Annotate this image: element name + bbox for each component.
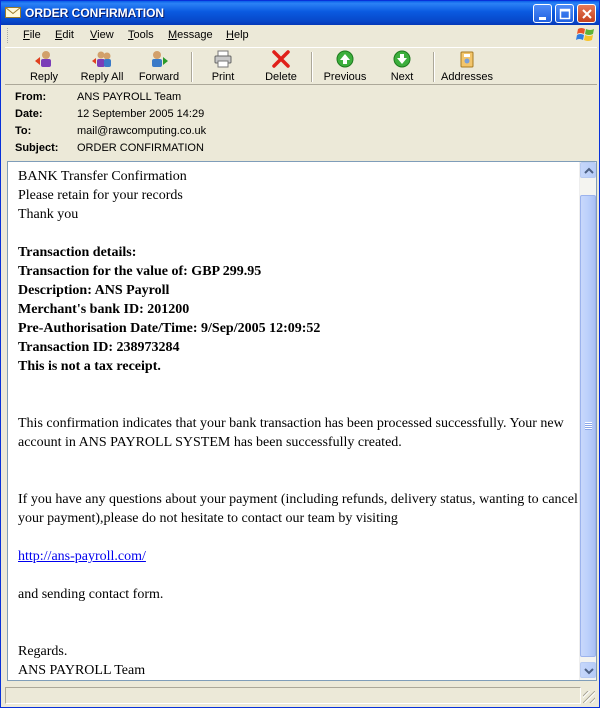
thumb-grip (585, 422, 592, 430)
delete-button[interactable]: Delete (261, 50, 301, 83)
address-book-icon (457, 50, 477, 68)
forward-button[interactable]: Forward (135, 50, 183, 83)
message-body (18, 167, 578, 680)
from-label: From: (15, 91, 47, 103)
printer-icon (213, 50, 233, 68)
arrow-up-icon (335, 50, 355, 68)
status-pane (5, 687, 581, 704)
intro-line: BANK Transfer Confirmation (18, 169, 187, 184)
to-label: To: (15, 125, 32, 137)
vertical-scrollbar[interactable] (579, 162, 596, 680)
menu-view[interactable]: View (90, 29, 114, 41)
reply-all-icon (92, 50, 112, 68)
toolbar-separator (311, 52, 313, 82)
details-line: Transaction ID: 238973284 (18, 340, 180, 355)
next-button[interactable]: Next (383, 50, 421, 83)
minimize-button[interactable] (533, 4, 552, 23)
details-line: Merchant's bank ID: 201200 (18, 302, 190, 317)
resize-grip[interactable] (583, 691, 595, 703)
title-bar[interactable] (1, 1, 599, 25)
window-title: ORDER CONFIRMATION (25, 6, 165, 20)
envelope-icon (5, 5, 21, 19)
previous-button[interactable]: Previous (321, 50, 369, 83)
toolbar-separator (433, 52, 435, 82)
arrow-down-icon (392, 50, 412, 68)
forward-icon (149, 50, 169, 68)
date-value: 12 September 2005 14:29 (77, 108, 205, 120)
details-line: Description: ANS Payroll (18, 283, 170, 298)
status-bar (5, 685, 597, 705)
maximize-button[interactable] (555, 4, 574, 23)
menu-grip[interactable] (7, 28, 10, 43)
menu-bar (5, 26, 595, 45)
details-line: Pre-Authorisation Date/Time: 9/Sep/2005 12:09:52 (18, 321, 321, 336)
toolbar (5, 47, 597, 85)
menu-file[interactable]: File (23, 29, 41, 41)
chevron-down-icon (581, 663, 597, 679)
close-icon (578, 5, 597, 24)
signature-text: ANS PAYROLL Team (18, 663, 146, 678)
message-body-pane[interactable] (7, 161, 597, 681)
menu-message[interactable]: Message (168, 29, 213, 41)
toolbar-separator (191, 52, 193, 82)
regards-text: Regards. (18, 644, 68, 659)
scroll-thumb[interactable] (580, 195, 596, 657)
windows-logo-icon (575, 25, 597, 45)
menu-help[interactable]: Help (226, 29, 249, 41)
confirmation-paragraph: This confirmation indicates that your bank transaction has been processed successfully. Your new account in ANS PAYROLL SYSTEM has been successfully created. (18, 416, 564, 450)
from-value: ANS PAYROLL Team (77, 91, 182, 103)
scroll-up-button[interactable] (580, 162, 596, 178)
scroll-down-button[interactable] (580, 662, 596, 678)
message-header (5, 87, 597, 161)
delete-x-icon (271, 50, 291, 68)
reply-icon (34, 50, 54, 68)
minimize-icon (534, 5, 553, 24)
questions-paragraph: If you have any questions about your payment (including refunds, delivery status, wanting to cancel your payment),please do not hesitate to contact our team by visiting (18, 492, 578, 526)
menu-tools[interactable]: Tools (128, 29, 154, 41)
payroll-link[interactable]: http://ans-payroll.com/ (18, 549, 146, 564)
menu-edit[interactable]: Edit (55, 29, 74, 41)
intro-line: Please retain for your records (18, 188, 183, 203)
details-line: This is not a tax receipt. (18, 359, 161, 374)
subject-label: Subject: (15, 142, 59, 154)
maximize-icon (556, 5, 575, 24)
details-line: Transaction details: (18, 245, 137, 260)
chevron-up-icon (581, 163, 597, 179)
print-button[interactable]: Print (205, 50, 241, 83)
reply-all-button[interactable]: Reply All (77, 50, 127, 83)
subject-value: ORDER CONFIRMATION (77, 142, 204, 154)
close-button[interactable] (577, 4, 596, 23)
to-value: mail@rawcomputing.co.uk (77, 125, 207, 137)
details-line: Transaction for the value of: GBP 299.95 (18, 264, 262, 279)
reply-button[interactable]: Reply (23, 50, 65, 83)
date-label: Date: (15, 108, 43, 120)
addresses-button[interactable]: Addresses (441, 50, 493, 83)
intro-line: Thank you (18, 207, 79, 222)
after-link-text: and sending contact form. (18, 587, 164, 602)
